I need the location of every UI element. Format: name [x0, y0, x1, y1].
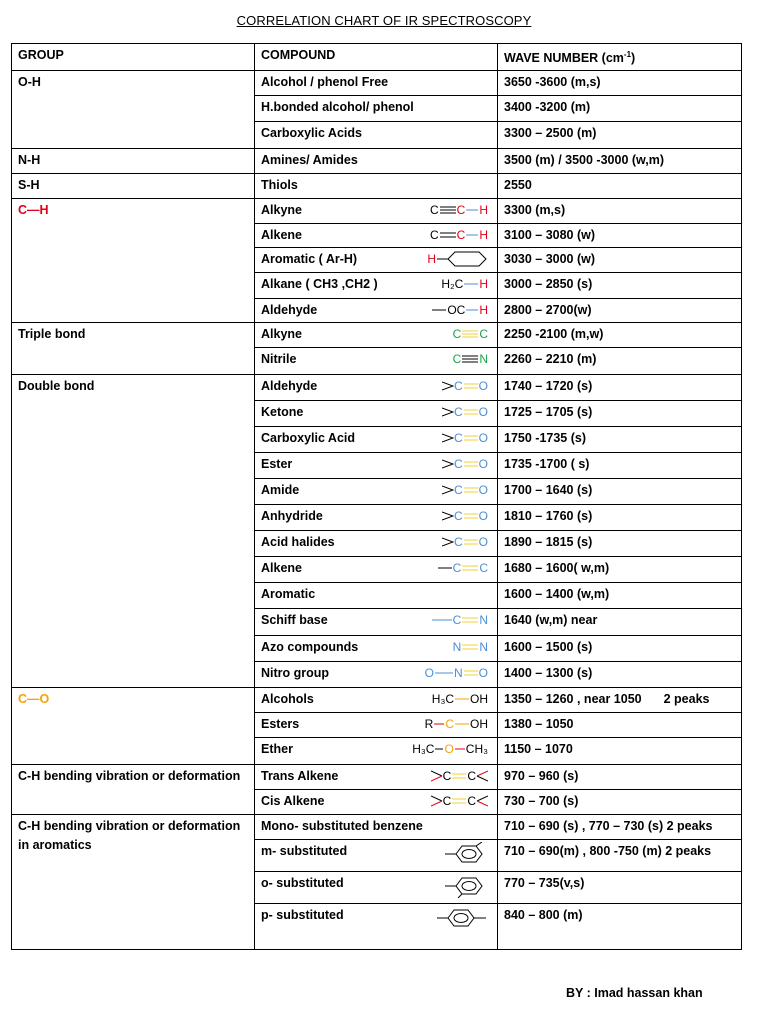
wave-cell: 1725 – 1705 (s) — [498, 401, 742, 427]
wave-cell: 1640 (w,m) near — [498, 609, 742, 636]
compound-cell: Azo compounds N N — [255, 636, 498, 662]
wave-cell: 1600 – 1500 (s) — [498, 636, 742, 662]
single-bond-icon — [437, 563, 453, 573]
branch-icon — [442, 484, 454, 496]
carbonyl-formula: C O — [442, 403, 491, 421]
wave-cell: 1600 – 1400 (w,m) — [498, 583, 742, 609]
compound-cell: Carboxylic Acids — [255, 122, 498, 149]
wave-cell: 1700 – 1640 (s) — [498, 479, 742, 505]
correlation-table — [11, 43, 742, 950]
table-row — [12, 174, 742, 199]
compound-cell: p- substituted — [255, 904, 498, 950]
compound-cell: Mono- substituted benzene — [255, 815, 498, 840]
wave-cell: 1750 -1735 (s) — [498, 427, 742, 453]
para-benzene-formula — [436, 906, 491, 930]
double-bond-icon — [463, 537, 479, 547]
trans-alkene-formula: C C — [431, 767, 491, 785]
wave-cell: 1400 – 1300 (s) — [498, 662, 742, 688]
double-bond-icon — [463, 433, 479, 443]
cc-double-formula: C C — [437, 559, 491, 577]
branch-icon — [476, 769, 488, 783]
nn-double-formula: N N — [452, 640, 488, 655]
table-row — [12, 375, 742, 401]
branch-icon — [442, 380, 454, 392]
wave-cell: 970 – 960 (s) — [498, 765, 742, 790]
table-row — [12, 765, 742, 790]
wave-cell: 710 – 690 (s) , 770 – 730 (s) 2 peaks — [498, 815, 742, 840]
cn-double-formula: C N — [431, 611, 491, 629]
wave-cell: 2250 -2100 (m,w) — [498, 323, 742, 348]
compound-cell: Aromatic — [255, 583, 498, 609]
single-bond-icon — [465, 305, 479, 315]
single-bond-icon — [465, 230, 479, 240]
branch-icon — [442, 536, 454, 548]
wave-cell: 1890 – 1815 (s) — [498, 531, 742, 557]
table-row — [12, 149, 742, 174]
single-bond-icon — [434, 668, 454, 678]
meta-substituted-benzene-icon — [444, 842, 488, 866]
compound-cell: Trans Alkene C C — [255, 765, 498, 790]
single-bond-icon — [465, 205, 479, 215]
double-bond-icon — [463, 407, 479, 417]
compound-cell: Alkene C C H — [255, 224, 498, 248]
compound-cell: Ether H₃C O CH₃ — [255, 738, 498, 765]
ortho-substituted-benzene-icon — [444, 874, 488, 898]
wave-cell: 840 – 800 (m) — [498, 904, 742, 950]
single-bond-icon — [454, 694, 470, 704]
compound-cell: Alcohols H₃C OH — [255, 688, 498, 713]
single-bond-icon — [433, 719, 445, 729]
compound-cell: Amide C O — [255, 479, 498, 505]
group-cell-ch: C—H — [12, 199, 255, 323]
compound-cell: Alcohol / phenol Free — [255, 71, 498, 96]
compound-cell: m- substituted — [255, 840, 498, 872]
carbonyl-formula: C O — [442, 377, 491, 395]
group-cell-sh: S-H — [12, 174, 255, 199]
wave-cell: 1350 – 1260 , near 1050 2 peaks — [498, 688, 742, 713]
wave-cell: 1680 – 1600( w,m) — [498, 557, 742, 583]
double-bond-icon — [451, 796, 467, 806]
compound-cell: Ketone C O — [255, 401, 498, 427]
compound-cell: Carboxylic Acid C O — [255, 427, 498, 453]
single-bond-icon — [431, 305, 447, 315]
compound-cell: H.bonded alcohol/ phenol — [255, 96, 498, 122]
compound-cell: Amines/ Amides — [255, 149, 498, 174]
table-row — [12, 199, 742, 224]
double-bond-icon — [461, 563, 479, 573]
group-cell-ch-bending-aromatics: C-H bending vibration or deformation in aromatics — [12, 815, 255, 950]
author-byline: BY : Imad hassan khan — [566, 986, 703, 1000]
ortho-benzene-formula — [444, 874, 491, 898]
compound-cell: Schiff base C N — [255, 609, 498, 636]
cis-alkene-formula: C C — [431, 792, 491, 810]
single-bond-icon — [463, 279, 479, 289]
header-group: GROUP — [12, 44, 255, 71]
wave-cell: 3000 – 2850 (s) — [498, 273, 742, 299]
double-bond-icon — [451, 771, 467, 781]
ether-co-formula: H₃C O CH₃ — [412, 742, 488, 757]
wave-cell: 2800 – 2700(w) — [498, 299, 742, 323]
group-cell-oh: O-H — [12, 71, 255, 149]
compound-cell: Anhydride C O — [255, 505, 498, 531]
aldehyde-ch-formula: OC H — [431, 301, 491, 319]
wave-cell: 3100 – 3080 (w) — [498, 224, 742, 248]
alkene-ch-formula: C C H — [429, 228, 488, 243]
wave-cell: 1150 – 1070 — [498, 738, 742, 765]
wave-cell: 1380 – 1050 — [498, 713, 742, 738]
compound-cell: Ester C O — [255, 453, 498, 479]
compound-cell: Alkyne C C H — [255, 199, 498, 224]
compound-cell: Cis Alkene C C — [255, 790, 498, 815]
para-substituted-benzene-icon — [436, 906, 488, 930]
compound-cell: Acid halides C O — [255, 531, 498, 557]
branch-icon — [442, 510, 454, 522]
table-row — [12, 688, 742, 713]
double-bond-icon — [463, 668, 479, 678]
table-row — [12, 71, 742, 96]
wave-cell: 710 – 690(m) , 800 -750 (m) 2 peaks — [498, 840, 742, 872]
carbonyl-formula: C O — [442, 455, 491, 473]
branch-icon — [442, 458, 454, 470]
header-compound: COMPOUND — [255, 44, 498, 71]
wave-cell: 1735 -1700 ( s) — [498, 453, 742, 479]
header-row — [12, 44, 742, 71]
wave-cell: 3300 – 2500 (m) — [498, 122, 742, 149]
peaks-note: 2 peaks — [663, 692, 710, 707]
ester-co-formula: R C OH — [424, 717, 488, 732]
carbonyl-formula: C O — [442, 507, 491, 525]
branch-icon — [442, 432, 454, 444]
compound-cell: Nitro group O N O — [255, 662, 498, 688]
aromatic-ch-formula: H — [427, 250, 491, 268]
wave-cell: 1810 – 1760 (s) — [498, 505, 742, 531]
cc-triple-formula: C C — [452, 327, 488, 342]
double-bond-icon — [439, 230, 457, 240]
wave-cell: 1740 – 1720 (s) — [498, 375, 742, 401]
table-row — [12, 815, 742, 840]
meta-benzene-formula — [444, 842, 491, 866]
compound-cell: Esters R C OH — [255, 713, 498, 738]
double-bond-icon — [463, 381, 479, 391]
wave-cell: 3650 -3600 (m,s) — [498, 71, 742, 96]
header-wave-number: WAVE NUMBER $(cm^{-1})$ — [498, 44, 742, 71]
branch-icon — [431, 769, 443, 783]
single-bond-icon — [454, 719, 470, 729]
compound-cell: Aldehyde C O — [255, 375, 498, 401]
wave-cell: 730 – 700 (s) — [498, 790, 742, 815]
group-cell-nh: N-H — [12, 149, 255, 174]
table-row — [12, 323, 742, 348]
single-bond-icon — [454, 744, 466, 754]
wave-cell: 770 – 735(v,s) — [498, 872, 742, 904]
compound-cell: Aromatic ( Ar-H) H — [255, 248, 498, 273]
group-cell-triple-bond: Triple bond — [12, 323, 255, 375]
double-bond-icon — [461, 615, 479, 625]
page-title: CORRELATION CHART OF IR SPECTROSCOPY — [236, 13, 532, 28]
compound-cell: Alkane ( CH3 ,CH2 ) H₂C H — [255, 273, 498, 299]
double-bond-icon — [463, 459, 479, 469]
compound-cell: Nitrile C N — [255, 348, 498, 375]
triple-bond-icon — [461, 354, 479, 364]
double-bond-icon — [461, 642, 479, 652]
wave-cell: 2550 — [498, 174, 742, 199]
compound-cell: Alkyne C C — [255, 323, 498, 348]
compound-cell: Aldehyde OC H — [255, 299, 498, 323]
group-cell-ch-bending: C-H bending vibration or deformation — [12, 765, 255, 815]
wave-cell: 3030 – 3000 (w) — [498, 248, 742, 273]
double-bond-icon — [463, 485, 479, 495]
alkyne-ch-formula: C C H — [429, 203, 488, 218]
group-cell-co: C—O — [12, 688, 255, 765]
group-cell-double-bond: Double bond — [12, 375, 255, 688]
compound-cell: Thiols — [255, 174, 498, 199]
alkane-ch-formula: H₂C H — [441, 277, 488, 292]
branch-icon — [442, 406, 454, 418]
compound-cell: o- substituted — [255, 872, 498, 904]
single-bond-icon — [431, 615, 453, 625]
triple-bond-icon — [439, 205, 457, 215]
nitro-formula: O N O — [424, 666, 488, 681]
wave-cell: 3300 (m,s) — [498, 199, 742, 224]
wave-cell: 3400 -3200 (m) — [498, 96, 742, 122]
branch-icon — [431, 794, 443, 808]
compound-cell: Alkene C C — [255, 557, 498, 583]
triple-bond-icon — [461, 329, 479, 339]
double-bond-icon — [463, 511, 479, 521]
wave-cell: 3500 (m) / 3500 -3000 (w,m) — [498, 149, 742, 174]
single-bond-icon — [434, 744, 444, 754]
alcohol-co-formula: H₃C OH — [431, 692, 488, 707]
cn-triple-formula: C N — [452, 352, 488, 367]
wave-cell: 2260 – 2210 (m) — [498, 348, 742, 375]
carbonyl-formula: C O — [442, 429, 491, 447]
carbonyl-formula: C O — [442, 481, 491, 499]
branch-icon — [476, 794, 488, 808]
carbonyl-formula: C O — [442, 533, 491, 551]
benzene-ring-icon — [436, 250, 488, 268]
